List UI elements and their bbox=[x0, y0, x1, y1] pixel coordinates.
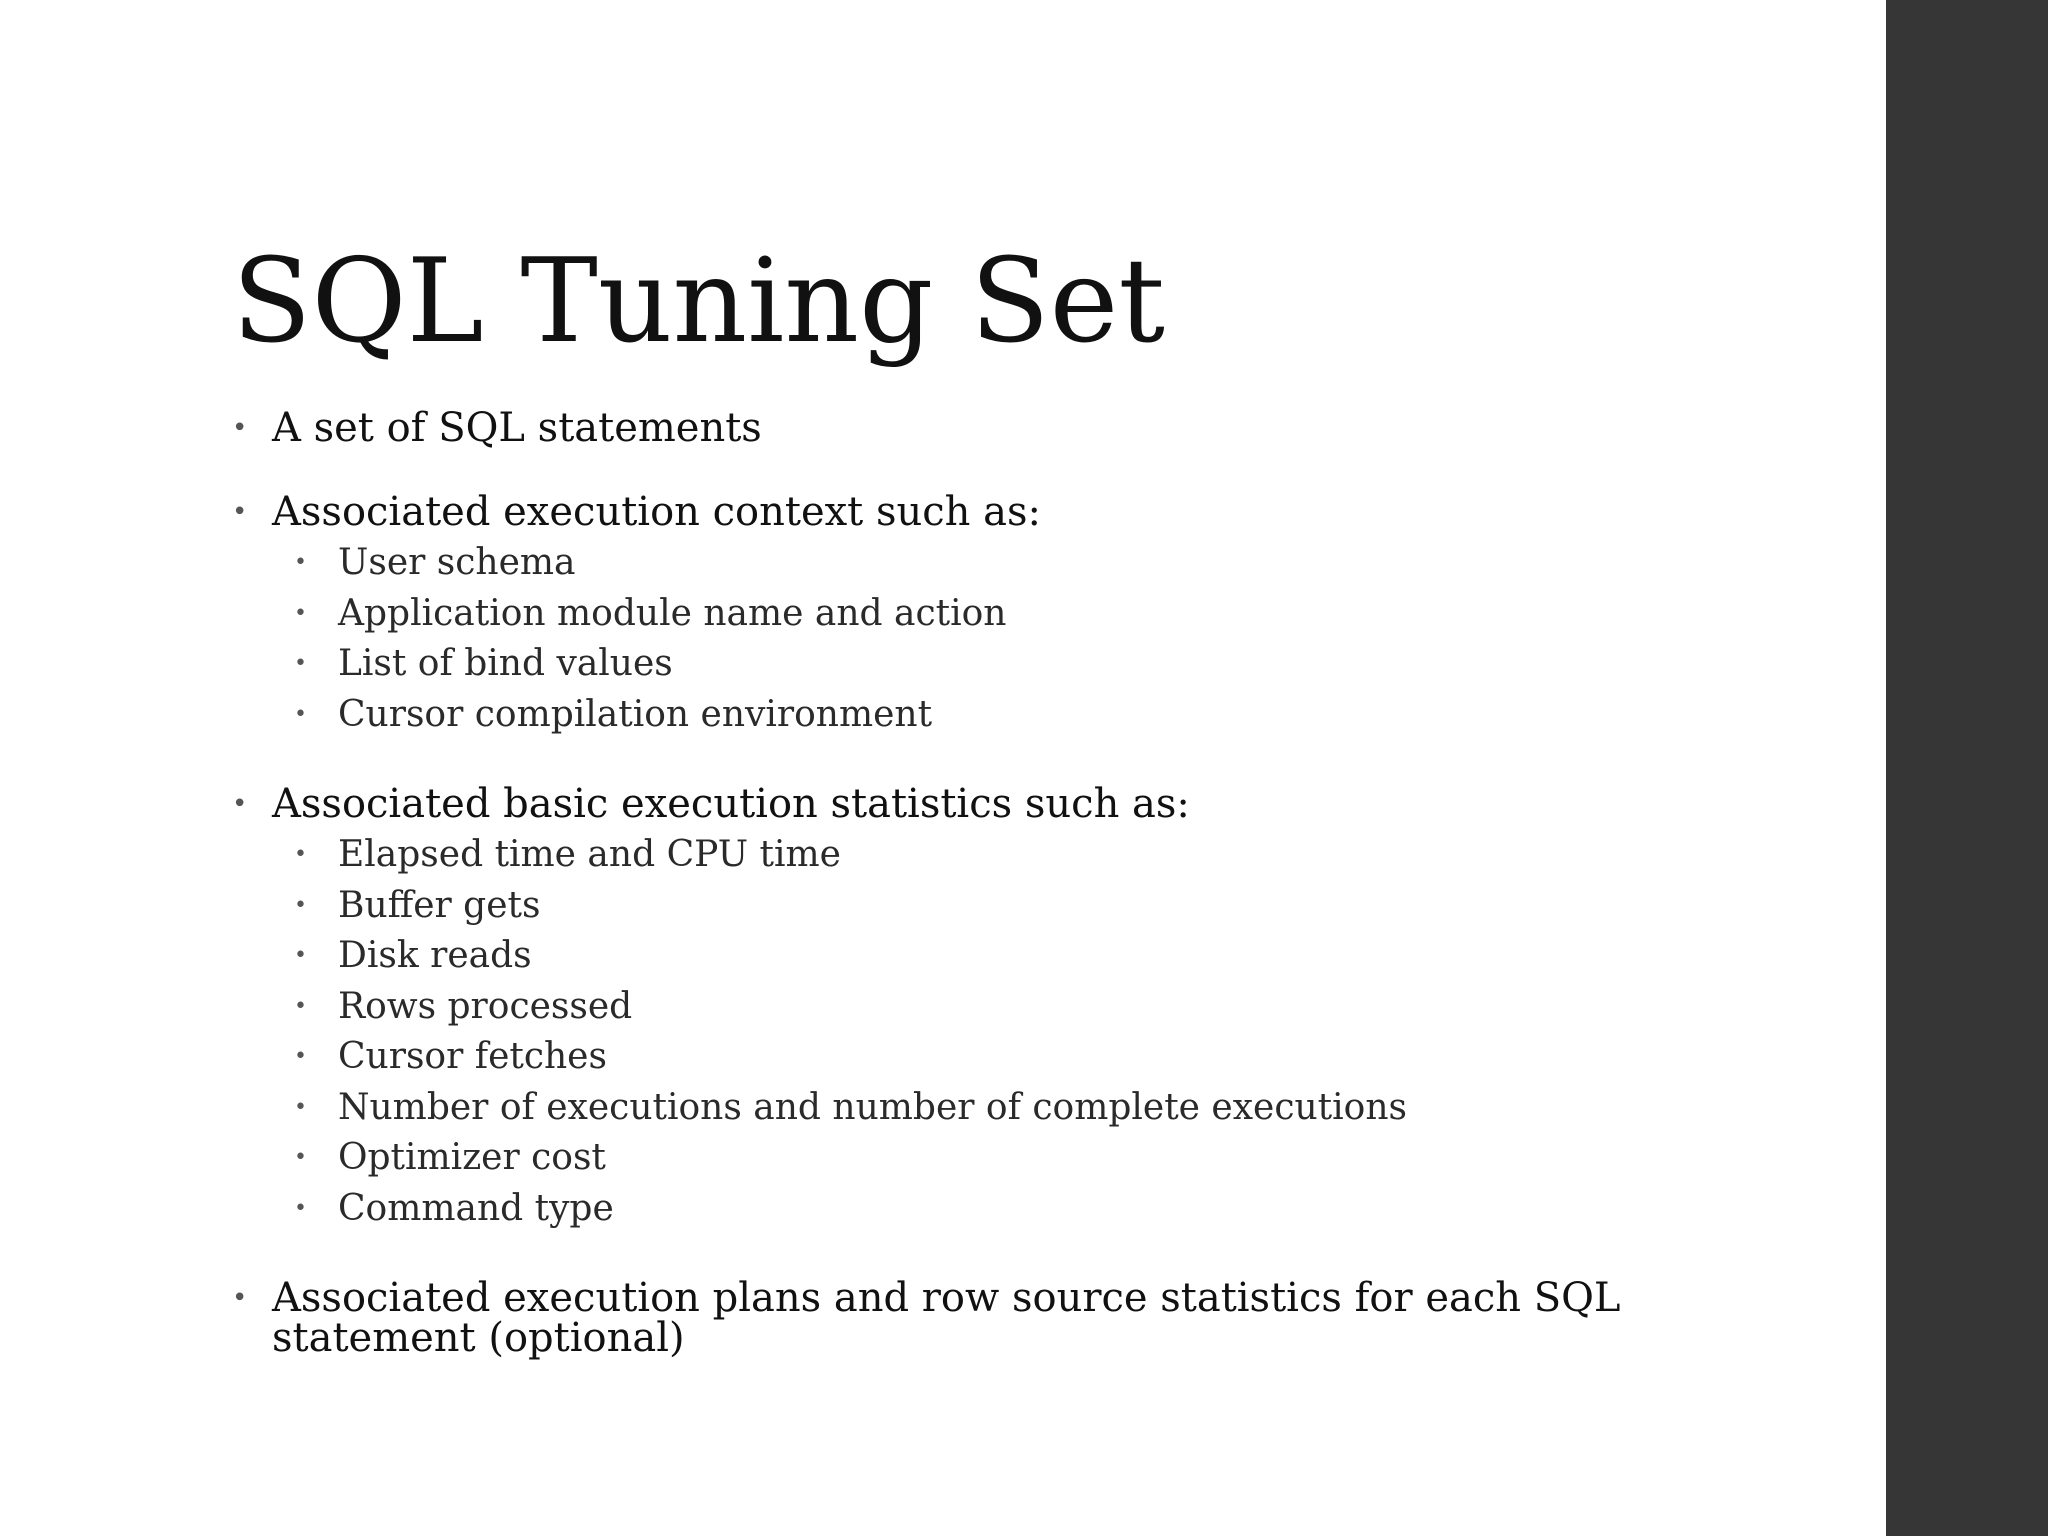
sub-bullet-text: Cursor compilation environment bbox=[338, 693, 933, 735]
bullet-item-execution-context bbox=[232, 489, 1652, 740]
sub-bullet-item bbox=[294, 538, 1652, 589]
sub-bullet-item bbox=[294, 881, 1652, 932]
slide-title: SQL Tuning Set bbox=[232, 234, 1165, 369]
sub-bullet-icon: • bbox=[294, 600, 307, 626]
sub-bullet-icon: • bbox=[294, 550, 307, 575]
sub-bullet-item bbox=[294, 1133, 1652, 1184]
sub-bullet-item bbox=[294, 589, 1652, 640]
sub-bullet-icon: • bbox=[294, 1044, 307, 1069]
sub-bullet-text: List of bind values bbox=[338, 643, 673, 684]
sub-bullet-text: Application module name and action bbox=[338, 592, 1007, 634]
side-bar bbox=[1886, 0, 2048, 1536]
sub-bullet-icon: • bbox=[294, 701, 307, 727]
bullet-item-execution-statistics bbox=[232, 781, 1652, 1234]
bullet-list bbox=[232, 405, 1652, 1402]
bullet-text: Associated execution plans and row source statistics for each SQL statement (optional) bbox=[272, 1275, 1621, 1361]
bullet-item-sql-statements bbox=[232, 405, 1652, 451]
sub-bullet-text: Disk reads bbox=[338, 935, 532, 976]
sub-bullet-item bbox=[294, 639, 1652, 690]
sub-bullet-icon: • bbox=[294, 943, 307, 968]
sub-bullet-text: Rows processed bbox=[338, 985, 633, 1027]
sub-bullet-text: Buffer gets bbox=[338, 884, 541, 926]
sub-bullet-text: Elapsed time and CPU time bbox=[338, 834, 841, 875]
bullet-icon: • bbox=[232, 1283, 248, 1313]
sub-bullet-icon: • bbox=[294, 1195, 307, 1221]
sub-bullet-item bbox=[294, 982, 1652, 1033]
sub-bullet-item bbox=[294, 830, 1652, 881]
sub-bullet-text: Number of executions and number of complete executions bbox=[338, 1086, 1407, 1128]
sub-bullet-icon: • bbox=[294, 993, 307, 1019]
sub-bullet-icon: • bbox=[294, 1094, 307, 1120]
sub-bullet-icon: • bbox=[294, 842, 307, 867]
sub-bullet-text: User schema bbox=[338, 542, 576, 583]
bullet-text: Associated execution context such as: bbox=[272, 489, 1041, 535]
sub-bullet-text: Command type bbox=[338, 1187, 614, 1229]
sub-bullet-item bbox=[294, 1083, 1652, 1134]
sub-bullet-item bbox=[294, 1032, 1652, 1083]
sub-bullet-list bbox=[272, 830, 1652, 1234]
sub-bullet-item bbox=[294, 1184, 1652, 1235]
bullet-text: A set of SQL statements bbox=[272, 405, 762, 451]
sub-bullet-list bbox=[272, 538, 1652, 740]
sub-bullet-icon: • bbox=[294, 1145, 307, 1170]
bullet-text: Associated basic execution statistics such as: bbox=[272, 781, 1190, 827]
bullet-icon: • bbox=[232, 413, 248, 443]
bullet-item-execution-plans bbox=[232, 1275, 1652, 1361]
sub-bullet-text: Optimizer cost bbox=[338, 1137, 606, 1178]
sub-bullet-icon: • bbox=[294, 651, 307, 676]
bullet-icon: • bbox=[232, 497, 248, 527]
sub-bullet-item bbox=[294, 690, 1652, 741]
sub-bullet-icon: • bbox=[294, 892, 307, 918]
sub-bullet-item bbox=[294, 931, 1652, 982]
bullet-icon: • bbox=[232, 789, 248, 819]
sub-bullet-text: Cursor fetches bbox=[338, 1036, 607, 1077]
